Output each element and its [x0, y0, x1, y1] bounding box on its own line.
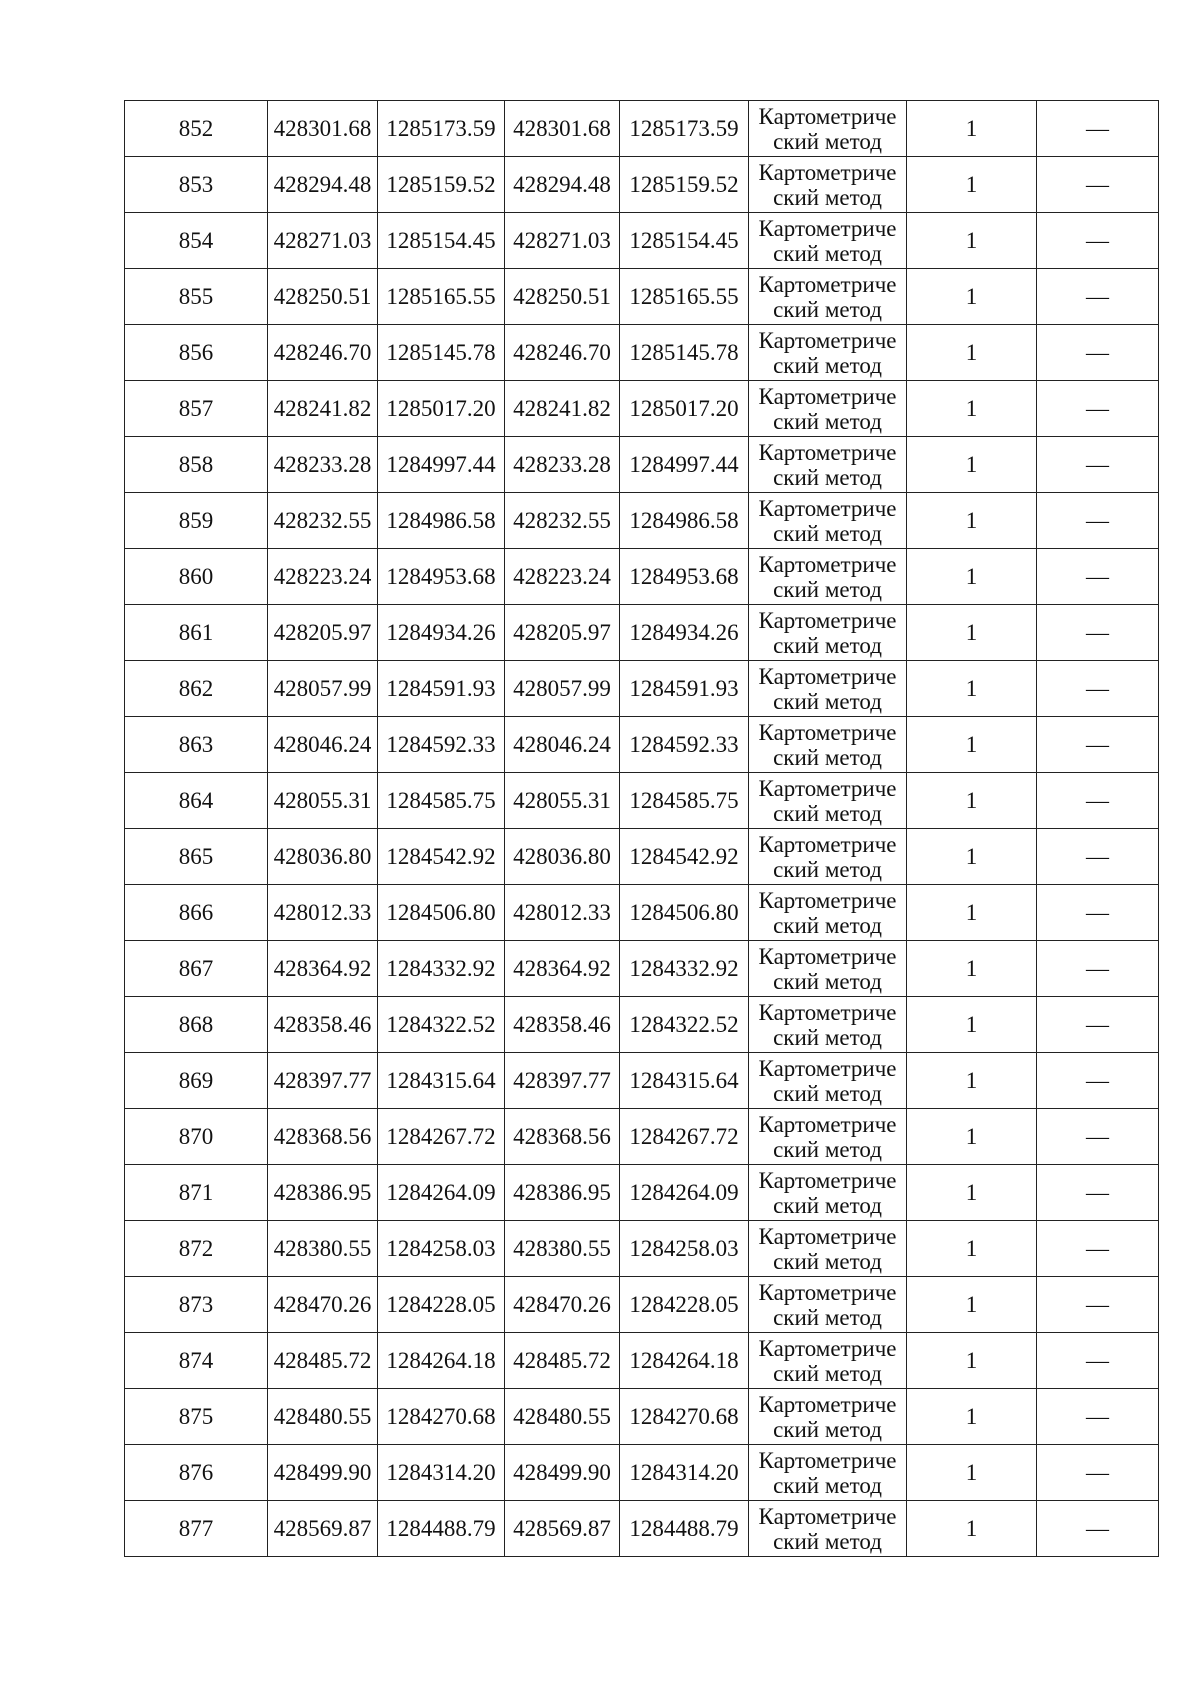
note-cell: —: [1037, 437, 1159, 493]
existing-y-cell: 1284592.33: [378, 717, 505, 773]
method-text-line-2: ский метод: [773, 128, 882, 154]
note-cell: —: [1037, 381, 1159, 437]
method-text-line-1: Картометриче: [758, 1111, 897, 1137]
new-x-cell: 428569.87: [505, 1501, 620, 1557]
coordinates-table: [124, 100, 1159, 1557]
method-cell: [749, 997, 907, 1053]
method-text-line-2: ский метод: [773, 912, 882, 938]
existing-x-cell: 428055.31: [268, 773, 378, 829]
method-cell: [749, 1277, 907, 1333]
new-y-cell: 1284592.33: [620, 717, 749, 773]
new-y-cell: 1284542.92: [620, 829, 749, 885]
existing-x-cell: 428397.77: [268, 1053, 378, 1109]
point-number-cell: 871: [125, 1165, 268, 1221]
existing-y-cell: 1285017.20: [378, 381, 505, 437]
new-x-cell: 428246.70: [505, 325, 620, 381]
existing-y-cell: 1284934.26: [378, 605, 505, 661]
table-row: [125, 661, 1159, 717]
note-cell: —: [1037, 269, 1159, 325]
table-row: [125, 773, 1159, 829]
new-x-cell: 428241.82: [505, 381, 620, 437]
note-cell: —: [1037, 661, 1159, 717]
accuracy-cell: 1: [907, 1221, 1037, 1277]
existing-y-cell: 1284228.05: [378, 1277, 505, 1333]
method-text-line-1: Картометриче: [758, 943, 897, 969]
existing-x-cell: 428036.80: [268, 829, 378, 885]
method-text-line-2: ский метод: [773, 744, 882, 770]
method-text-line-1: Картометриче: [758, 1447, 897, 1473]
new-y-cell: 1284314.20: [620, 1445, 749, 1501]
existing-y-cell: 1284314.20: [378, 1445, 505, 1501]
table-row: [125, 1389, 1159, 1445]
existing-y-cell: 1284322.52: [378, 997, 505, 1053]
method-text-line-2: ский метод: [773, 1416, 882, 1442]
method-text-line-2: ский метод: [773, 688, 882, 714]
method-cell: [749, 325, 907, 381]
method-text-line-1: Картометриче: [758, 831, 897, 857]
new-x-cell: 428036.80: [505, 829, 620, 885]
existing-x-cell: 428569.87: [268, 1501, 378, 1557]
existing-y-cell: 1284488.79: [378, 1501, 505, 1557]
method-cell: [749, 1333, 907, 1389]
point-number-cell: 872: [125, 1221, 268, 1277]
table-row: [125, 437, 1159, 493]
existing-y-cell: 1284315.64: [378, 1053, 505, 1109]
new-y-cell: 1284997.44: [620, 437, 749, 493]
method-cell: [749, 437, 907, 493]
new-x-cell: 428301.68: [505, 101, 620, 157]
point-number-cell: 859: [125, 493, 268, 549]
table-row: [125, 381, 1159, 437]
accuracy-cell: 1: [907, 885, 1037, 941]
note-cell: —: [1037, 1501, 1159, 1557]
new-y-cell: 1285017.20: [620, 381, 749, 437]
method-text-line-2: ский метод: [773, 1360, 882, 1386]
accuracy-cell: 1: [907, 773, 1037, 829]
point-number-cell: 858: [125, 437, 268, 493]
new-y-cell: 1284591.93: [620, 661, 749, 717]
method-text-line-1: Картометриче: [758, 1503, 897, 1529]
point-number-cell: 877: [125, 1501, 268, 1557]
new-y-cell: 1285165.55: [620, 269, 749, 325]
method-text-line-1: Картометриче: [758, 1391, 897, 1417]
point-number-cell: 853: [125, 157, 268, 213]
note-cell: —: [1037, 829, 1159, 885]
note-cell: —: [1037, 941, 1159, 997]
new-x-cell: 428397.77: [505, 1053, 620, 1109]
new-x-cell: 428386.95: [505, 1165, 620, 1221]
point-number-cell: 864: [125, 773, 268, 829]
accuracy-cell: 1: [907, 1389, 1037, 1445]
table-row: [125, 325, 1159, 381]
existing-x-cell: 428046.24: [268, 717, 378, 773]
note-cell: —: [1037, 1333, 1159, 1389]
note-cell: —: [1037, 213, 1159, 269]
note-cell: —: [1037, 885, 1159, 941]
existing-y-cell: 1285154.45: [378, 213, 505, 269]
point-number-cell: 860: [125, 549, 268, 605]
new-x-cell: 428205.97: [505, 605, 620, 661]
method-text-line-2: ский метод: [773, 464, 882, 490]
note-cell: —: [1037, 605, 1159, 661]
method-cell: [749, 1053, 907, 1109]
table-row: [125, 493, 1159, 549]
accuracy-cell: 1: [907, 101, 1037, 157]
existing-x-cell: 428364.92: [268, 941, 378, 997]
method-text-line-1: Картометриче: [758, 999, 897, 1025]
existing-x-cell: 428012.33: [268, 885, 378, 941]
method-text-line-1: Картометриче: [758, 551, 897, 577]
accuracy-cell: 1: [907, 1333, 1037, 1389]
note-cell: —: [1037, 1389, 1159, 1445]
new-y-cell: 1284934.26: [620, 605, 749, 661]
accuracy-cell: 1: [907, 661, 1037, 717]
point-number-cell: 869: [125, 1053, 268, 1109]
method-cell: [749, 829, 907, 885]
accuracy-cell: 1: [907, 1053, 1037, 1109]
note-cell: —: [1037, 717, 1159, 773]
new-x-cell: 428358.46: [505, 997, 620, 1053]
method-text-line-1: Картометриче: [758, 439, 897, 465]
existing-x-cell: 428205.97: [268, 605, 378, 661]
note-cell: —: [1037, 997, 1159, 1053]
table-row: [125, 1109, 1159, 1165]
method-cell: [749, 157, 907, 213]
existing-y-cell: 1284585.75: [378, 773, 505, 829]
table-row: [125, 885, 1159, 941]
method-text-line-2: ский метод: [773, 520, 882, 546]
new-x-cell: 428250.51: [505, 269, 620, 325]
table-row: [125, 829, 1159, 885]
note-cell: —: [1037, 101, 1159, 157]
method-text-line-1: Картометриче: [758, 1335, 897, 1361]
existing-x-cell: 428223.24: [268, 549, 378, 605]
accuracy-cell: 1: [907, 605, 1037, 661]
method-text-line-1: Картометриче: [758, 103, 897, 129]
method-text-line-2: ский метод: [773, 352, 882, 378]
existing-y-cell: 1284986.58: [378, 493, 505, 549]
method-cell: [749, 101, 907, 157]
new-y-cell: 1284322.52: [620, 997, 749, 1053]
new-y-cell: 1284332.92: [620, 941, 749, 997]
table-row: [125, 717, 1159, 773]
method-cell: [749, 773, 907, 829]
existing-x-cell: 428232.55: [268, 493, 378, 549]
point-number-cell: 876: [125, 1445, 268, 1501]
method-cell: [749, 717, 907, 773]
existing-y-cell: 1284264.09: [378, 1165, 505, 1221]
existing-y-cell: 1285145.78: [378, 325, 505, 381]
method-text-line-2: ский метод: [773, 1248, 882, 1274]
new-y-cell: 1284315.64: [620, 1053, 749, 1109]
method-text-line-2: ский метод: [773, 1472, 882, 1498]
method-text-line-2: ский метод: [773, 1304, 882, 1330]
new-y-cell: 1284258.03: [620, 1221, 749, 1277]
point-number-cell: 862: [125, 661, 268, 717]
note-cell: —: [1037, 493, 1159, 549]
coordinates-table-body: [125, 101, 1159, 1557]
existing-y-cell: 1284264.18: [378, 1333, 505, 1389]
table-row: [125, 1445, 1159, 1501]
new-x-cell: 428012.33: [505, 885, 620, 941]
existing-x-cell: 428057.99: [268, 661, 378, 717]
new-y-cell: 1284270.68: [620, 1389, 749, 1445]
accuracy-cell: 1: [907, 1445, 1037, 1501]
accuracy-cell: 1: [907, 1109, 1037, 1165]
point-number-cell: 857: [125, 381, 268, 437]
new-y-cell: 1284953.68: [620, 549, 749, 605]
new-x-cell: 428057.99: [505, 661, 620, 717]
accuracy-cell: 1: [907, 997, 1037, 1053]
method-text-line-2: ский метод: [773, 576, 882, 602]
note-cell: —: [1037, 773, 1159, 829]
existing-x-cell: 428470.26: [268, 1277, 378, 1333]
existing-x-cell: 428246.70: [268, 325, 378, 381]
existing-x-cell: 428233.28: [268, 437, 378, 493]
existing-y-cell: 1284542.92: [378, 829, 505, 885]
accuracy-cell: 1: [907, 549, 1037, 605]
table-row: [125, 269, 1159, 325]
existing-y-cell: 1284591.93: [378, 661, 505, 717]
method-text-line-2: ский метод: [773, 1528, 882, 1554]
method-cell: [749, 1221, 907, 1277]
method-text-line-2: ский метод: [773, 1024, 882, 1050]
table-row: [125, 1165, 1159, 1221]
method-text-line-2: ский метод: [773, 1192, 882, 1218]
existing-x-cell: 428480.55: [268, 1389, 378, 1445]
existing-y-cell: 1284506.80: [378, 885, 505, 941]
method-text-line-1: Картометриче: [758, 1055, 897, 1081]
point-number-cell: 870: [125, 1109, 268, 1165]
new-x-cell: 428294.48: [505, 157, 620, 213]
new-y-cell: 1284264.09: [620, 1165, 749, 1221]
existing-y-cell: 1284258.03: [378, 1221, 505, 1277]
method-text-line-2: ский метод: [773, 240, 882, 266]
accuracy-cell: 1: [907, 381, 1037, 437]
point-number-cell: 873: [125, 1277, 268, 1333]
existing-x-cell: 428358.46: [268, 997, 378, 1053]
method-cell: [749, 1445, 907, 1501]
point-number-cell: 867: [125, 941, 268, 997]
method-text-line-1: Картометриче: [758, 607, 897, 633]
table-row: [125, 549, 1159, 605]
method-cell: [749, 213, 907, 269]
note-cell: —: [1037, 549, 1159, 605]
method-cell: [749, 885, 907, 941]
existing-x-cell: 428485.72: [268, 1333, 378, 1389]
method-text-line-2: ский метод: [773, 800, 882, 826]
new-x-cell: 428364.92: [505, 941, 620, 997]
accuracy-cell: 1: [907, 157, 1037, 213]
new-y-cell: 1284506.80: [620, 885, 749, 941]
existing-x-cell: 428368.56: [268, 1109, 378, 1165]
method-text-line-2: ский метод: [773, 1136, 882, 1162]
note-cell: —: [1037, 1109, 1159, 1165]
existing-x-cell: 428380.55: [268, 1221, 378, 1277]
new-x-cell: 428055.31: [505, 773, 620, 829]
new-x-cell: 428480.55: [505, 1389, 620, 1445]
note-cell: —: [1037, 1165, 1159, 1221]
point-number-cell: 868: [125, 997, 268, 1053]
method-text-line-2: ский метод: [773, 408, 882, 434]
method-text-line-1: Картометриче: [758, 1223, 897, 1249]
note-cell: —: [1037, 157, 1159, 213]
existing-x-cell: 428241.82: [268, 381, 378, 437]
existing-y-cell: 1284332.92: [378, 941, 505, 997]
new-y-cell: 1284264.18: [620, 1333, 749, 1389]
point-number-cell: 854: [125, 213, 268, 269]
point-number-cell: 852: [125, 101, 268, 157]
new-x-cell: 428499.90: [505, 1445, 620, 1501]
note-cell: —: [1037, 325, 1159, 381]
new-x-cell: 428233.28: [505, 437, 620, 493]
note-cell: —: [1037, 1053, 1159, 1109]
point-number-cell: 863: [125, 717, 268, 773]
method-cell: [749, 1165, 907, 1221]
method-text-line-2: ский метод: [773, 856, 882, 882]
accuracy-cell: 1: [907, 829, 1037, 885]
method-text-line-2: ский метод: [773, 184, 882, 210]
point-number-cell: 875: [125, 1389, 268, 1445]
point-number-cell: 856: [125, 325, 268, 381]
new-y-cell: 1285159.52: [620, 157, 749, 213]
accuracy-cell: 1: [907, 941, 1037, 997]
method-text-line-1: Картометриче: [758, 327, 897, 353]
method-cell: [749, 1389, 907, 1445]
existing-y-cell: 1284997.44: [378, 437, 505, 493]
note-cell: —: [1037, 1277, 1159, 1333]
method-cell: [749, 493, 907, 549]
accuracy-cell: 1: [907, 437, 1037, 493]
method-text-line-1: Картометриче: [758, 383, 897, 409]
method-cell: [749, 1501, 907, 1557]
method-text-line-2: ский метод: [773, 968, 882, 994]
table-row: [125, 101, 1159, 157]
existing-x-cell: 428499.90: [268, 1445, 378, 1501]
table-row: [125, 1501, 1159, 1557]
table-row: [125, 1277, 1159, 1333]
new-y-cell: 1285154.45: [620, 213, 749, 269]
new-x-cell: 428271.03: [505, 213, 620, 269]
table-row: [125, 605, 1159, 661]
method-cell: [749, 605, 907, 661]
new-y-cell: 1284228.05: [620, 1277, 749, 1333]
note-cell: —: [1037, 1221, 1159, 1277]
existing-x-cell: 428250.51: [268, 269, 378, 325]
method-cell: [749, 1109, 907, 1165]
new-x-cell: 428470.26: [505, 1277, 620, 1333]
new-x-cell: 428223.24: [505, 549, 620, 605]
new-x-cell: 428368.56: [505, 1109, 620, 1165]
point-number-cell: 861: [125, 605, 268, 661]
method-cell: [749, 269, 907, 325]
method-cell: [749, 941, 907, 997]
table-row: [125, 1053, 1159, 1109]
method-text-line-1: Картометриче: [758, 663, 897, 689]
method-text-line-1: Картометриче: [758, 215, 897, 241]
existing-y-cell: 1285165.55: [378, 269, 505, 325]
existing-y-cell: 1284267.72: [378, 1109, 505, 1165]
new-y-cell: 1284585.75: [620, 773, 749, 829]
new-x-cell: 428380.55: [505, 1221, 620, 1277]
method-text-line-1: Картометриче: [758, 159, 897, 185]
method-text-line-1: Картометриче: [758, 1167, 897, 1193]
table-row: [125, 157, 1159, 213]
method-text-line-1: Картометриче: [758, 1279, 897, 1305]
existing-x-cell: 428271.03: [268, 213, 378, 269]
table-row: [125, 1221, 1159, 1277]
accuracy-cell: 1: [907, 269, 1037, 325]
existing-x-cell: 428294.48: [268, 157, 378, 213]
new-y-cell: 1285173.59: [620, 101, 749, 157]
method-cell: [749, 549, 907, 605]
existing-x-cell: 428386.95: [268, 1165, 378, 1221]
accuracy-cell: 1: [907, 325, 1037, 381]
accuracy-cell: 1: [907, 493, 1037, 549]
existing-x-cell: 428301.68: [268, 101, 378, 157]
existing-y-cell: 1285173.59: [378, 101, 505, 157]
method-text-line-2: ский метод: [773, 296, 882, 322]
new-y-cell: 1284267.72: [620, 1109, 749, 1165]
accuracy-cell: 1: [907, 1165, 1037, 1221]
new-y-cell: 1285145.78: [620, 325, 749, 381]
accuracy-cell: 1: [907, 717, 1037, 773]
accuracy-cell: 1: [907, 1501, 1037, 1557]
method-text-line-1: Картометриче: [758, 887, 897, 913]
accuracy-cell: 1: [907, 213, 1037, 269]
existing-y-cell: 1284953.68: [378, 549, 505, 605]
existing-y-cell: 1284270.68: [378, 1389, 505, 1445]
table-row: [125, 1333, 1159, 1389]
new-x-cell: 428485.72: [505, 1333, 620, 1389]
table-row: [125, 213, 1159, 269]
point-number-cell: 865: [125, 829, 268, 885]
new-y-cell: 1284986.58: [620, 493, 749, 549]
method-cell: [749, 661, 907, 717]
table-row: [125, 941, 1159, 997]
method-text-line-2: ский метод: [773, 632, 882, 658]
method-cell: [749, 381, 907, 437]
table-row: [125, 997, 1159, 1053]
new-y-cell: 1284488.79: [620, 1501, 749, 1557]
accuracy-cell: 1: [907, 1277, 1037, 1333]
method-text-line-1: Картометриче: [758, 271, 897, 297]
method-text-line-1: Картометриче: [758, 719, 897, 745]
new-x-cell: 428232.55: [505, 493, 620, 549]
point-number-cell: 866: [125, 885, 268, 941]
method-text-line-2: ский метод: [773, 1080, 882, 1106]
point-number-cell: 874: [125, 1333, 268, 1389]
note-cell: —: [1037, 1445, 1159, 1501]
method-text-line-1: Картометриче: [758, 495, 897, 521]
method-text-line-1: Картометриче: [758, 775, 897, 801]
existing-y-cell: 1285159.52: [378, 157, 505, 213]
point-number-cell: 855: [125, 269, 268, 325]
new-x-cell: 428046.24: [505, 717, 620, 773]
